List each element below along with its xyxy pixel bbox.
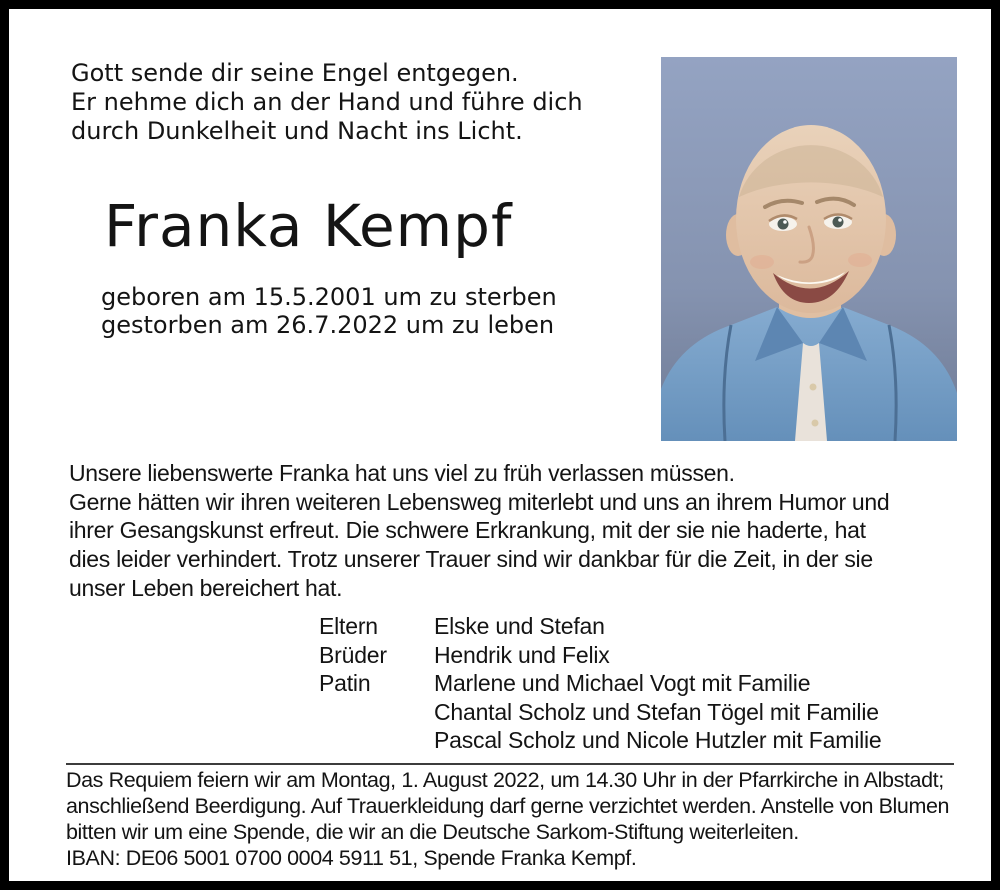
family-names: Marlene und Michael Vogt mit Familie (434, 670, 811, 697)
verse-line: Gott sende dir seine Engel entgegen. (71, 59, 519, 87)
tribute-text (69, 459, 889, 603)
tribute-line: unser Leben bereichert hat. (69, 574, 343, 601)
divider-line (66, 763, 954, 765)
family-role-label: Eltern (319, 613, 378, 639)
family-names: Chantal Scholz und Stefan Tögel mit Familie (434, 698, 879, 725)
jacket-button (810, 384, 817, 391)
family-list (319, 612, 882, 755)
funeral-details (66, 767, 949, 871)
family-row (319, 726, 882, 755)
tribute-line: Unsere liebenswerte Franka hat uns viel zu früh verlassen müssen. (69, 460, 735, 486)
family-row (319, 612, 882, 641)
family-role-label: Brüder (319, 641, 387, 668)
cheek-left (750, 255, 774, 269)
funeral-line: anschließend Beerdigung. Auf Trauerkleidung darf gerne verzichtet werden. Anstelle von Blumen (66, 794, 950, 818)
family-names: Pascal Scholz und Nicole Hutzler mit Familie (434, 727, 882, 754)
deceased-name: Franka Kempf (104, 192, 513, 260)
family-names: Elske und Stefan (434, 613, 605, 639)
eye-highlight-left (783, 220, 787, 224)
tribute-line: ihrer Gesangskunst erfreut. Die schwere Erkrankung, mit der sie nie haderte, hat (69, 517, 866, 544)
verse-line: Er nehme dich an der Hand und führe dich (71, 88, 583, 116)
tribute-line: Gerne hätten wir ihren weiteren Lebensweg miterlebt und uns an ihrem Humor und (69, 488, 890, 515)
family-row (319, 669, 882, 698)
birth-date-line: geboren am 15.5.2001 um zu sterben (101, 283, 557, 311)
family-row (319, 698, 882, 727)
death-date-line: gestorben am 26.7.2022 um zu leben (101, 311, 555, 339)
jacket-button (812, 420, 819, 427)
iris-right (833, 217, 844, 228)
life-dates (101, 283, 557, 339)
family-role-label (319, 726, 434, 755)
family-row (319, 641, 882, 670)
cheek-right (848, 253, 872, 267)
portrait-photo (661, 57, 957, 441)
portrait-illustration (661, 57, 957, 441)
tribute-line: dies leider verhindert. Trotz unserer Trauer sind wir dankbar für die Zeit, in der sie (69, 546, 873, 573)
verse-line: durch Dunkelheit und Nacht ins Licht. (71, 117, 523, 145)
iris-left (778, 219, 789, 230)
funeral-line: Das Requiem feiern wir am Montag, 1. August 2022, um 14.30 Uhr in der Pfarrkirche in Albstadt; (66, 768, 944, 792)
family-role-label (319, 698, 434, 727)
family-names: Hendrik und Felix (434, 641, 610, 668)
iban-line: IBAN: DE06 5001 0700 0004 5911 51, Spende Franka Kempf. (66, 846, 637, 870)
opening-verse (71, 59, 583, 146)
eye-highlight-right (838, 218, 842, 222)
family-role-label: Patin (319, 670, 371, 697)
funeral-line: bitten wir um eine Spende, die wir an die Deutsche Sarkom-Stiftung weiterleiten. (66, 820, 799, 844)
